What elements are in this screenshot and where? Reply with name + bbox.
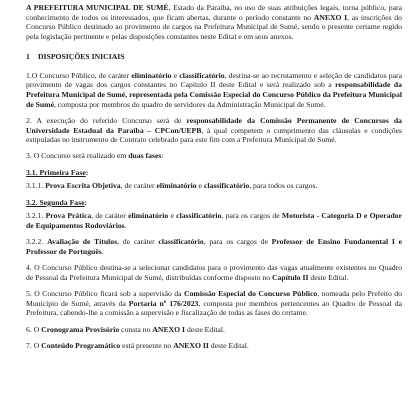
section-heading: 1 DISPOSIÇÕES INICIAIS <box>26 51 125 61</box>
intro-entity: A PREFEITURA MUNICIPAL DE SUMÉ <box>26 3 169 12</box>
paragraph-item-3: 3. O Concurso será realizado em duas fases: <box>26 151 164 161</box>
paragraph-item-3-2-2: 3.2.2. Avaliação de Títulos, de caráter classificatório, para os cargos de Professor de Ensino Fundamental I e Professor de Português. <box>26 237 403 256</box>
paragraph-item-2: 2. A execução do referido Concurso será de responsabilidade da Comissão Permanente de Concursos da Universidade Estadual da Paraíba – CPCon/UEPB, à qual competem o cumprimento das cláusulas e condições estipuladas no instrumento de Contrato celebrado para este fim com a Prefeitura Municipal de Sumé. <box>26 115 402 145</box>
paragraph-item-3-1-1: 3.1.1. Prova Escrita Objetiva, de caráter eliminatório e classificatório, para todos os cargos. <box>26 181 318 191</box>
paragraph-item-6: 6. O Cronograma Provisório consta no ANEXO I deste Edital. <box>26 324 225 334</box>
intro-annex-ref: ANEXO I <box>313 12 348 22</box>
paragraph-item-3-2-1: 3.2.1. Prova Prática, de caráter eliminatório e classificatório, para os cargos de Motorista - Categoria D e Operador de Equipamentos Rodoviários. <box>26 211 403 230</box>
first-phase-heading: 3.1. Primeira Fase: <box>26 167 89 177</box>
paragraph-item-4: 4. O Concurso Público destina-se a selecionar candidatos para o provimento das vagas atualmente existentes no Quadro de Pessoal da Prefeitura Municipal de Sumé, distribuídas conforme disposto no Capítulo II deste Edital. <box>26 263 402 282</box>
paragraph-item-5: 5. O Concurso Público ficará sob a supervisão da Comissão Especial do Concurso Público, nomeada pelo Prefeito do Município de Sumé, através da Portaria nº 176/2023, composta por membros pertencentes ao Quadro de Pessoal da Prefeitura, cabendo-lhe a comissão a supervisão e fiscalização de todas as fases do certame. <box>26 288 403 318</box>
paragraph-item-7: 7. O Conteúdo Programático está presente no ANEXO II deste Edital. <box>26 340 249 350</box>
paragraph-item-1: 1.O Concurso Público, de caráter eliminatório e classificatório, destina-se ao recrutamento e seleção de candidatos para provimento de vagas dos cargos constantes no Capítulo II deste Edital e será realizado sob a responsabilidade da Prefeitura Municipal de Sumé, representada pela Comissão Especial do Concurso Público da Prefeitura Municipal de Sumé, composta por membros do quadro de servidores da Administração Municipal de Sumé. <box>26 70 402 109</box>
intro-paragraph: A PREFEITURA MUNICIPAL DE SUMÉ, Estado da Paraíba, no uso de suas atribuições legais, torna público, para conhecimento de todos os interessados, que ficam abertas, durante o período constante no ANEXO I, as inscrições do Concurso Público destinado ao provimento de cargos na Prefeitura Municipal de Sumé, sendo o presente certame regido pela legislação pertinente e pelas disposições constantes neste Edital e em seus anexos. <box>26 3 402 42</box>
second-phase-heading: 3.2. Segunda Fase: <box>26 197 88 207</box>
